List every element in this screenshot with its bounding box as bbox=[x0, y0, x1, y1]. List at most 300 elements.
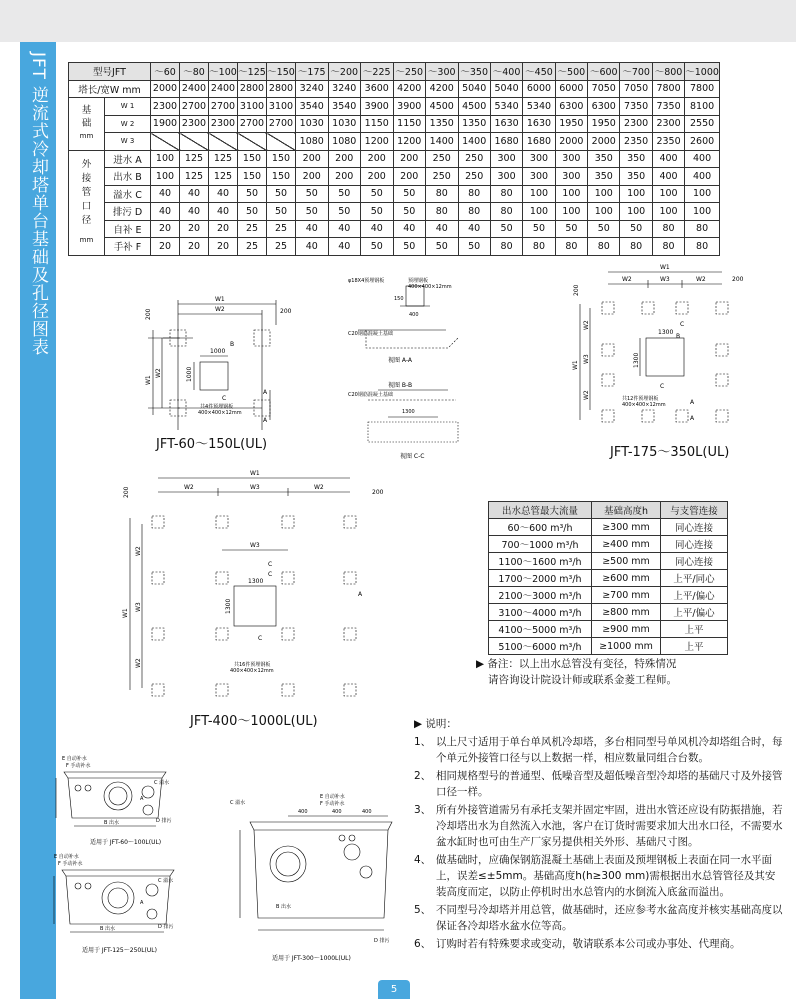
value-cell: 2700 bbox=[238, 115, 267, 133]
foundation-group-label: 基础 bbox=[81, 105, 92, 130]
table-row bbox=[489, 502, 728, 519]
caption-basin3: 适用于 JFT-300～1000L(UL) bbox=[272, 955, 351, 962]
value-cell: 20 bbox=[180, 220, 209, 238]
value-cell: 50 bbox=[426, 238, 459, 256]
value-cell: 350 bbox=[588, 168, 620, 186]
label-c: C 溢水 bbox=[158, 878, 174, 884]
label-d: D 排污 bbox=[158, 924, 174, 930]
value-cell: 1680 bbox=[523, 133, 555, 151]
value-cell: 350 bbox=[620, 150, 652, 168]
section-note: φ18X4预埋钢板 bbox=[348, 278, 385, 284]
value-cell: 40 bbox=[209, 185, 238, 203]
table-row bbox=[489, 587, 728, 604]
value-cell: 1030 bbox=[296, 115, 329, 133]
model-cell: ～150 bbox=[267, 63, 296, 81]
dim-1300: 1300 bbox=[248, 578, 264, 585]
value-cell: 3100 bbox=[238, 98, 267, 116]
page-number: 5 bbox=[378, 980, 410, 999]
label-c3: C bbox=[258, 635, 263, 642]
value-cell: 1350 bbox=[458, 115, 490, 133]
value-cell: 125 bbox=[209, 168, 238, 186]
value-cell: 2350 bbox=[620, 133, 652, 151]
value-cell: 150 bbox=[238, 168, 267, 186]
row-label: W 1 bbox=[105, 98, 151, 116]
value-cell: 25 bbox=[238, 220, 267, 238]
dim-150: 150 bbox=[394, 296, 404, 302]
table-row bbox=[69, 238, 720, 256]
value-cell: 300 bbox=[523, 168, 555, 186]
value-cell: 80 bbox=[490, 203, 522, 221]
value-cell: 200 bbox=[361, 168, 394, 186]
dim-200: 200 bbox=[372, 489, 384, 496]
value-cell: 400 bbox=[652, 150, 684, 168]
label-f: F 手动补水 bbox=[320, 801, 345, 807]
value-cell: 200 bbox=[296, 150, 329, 168]
value-cell: 200 bbox=[393, 150, 426, 168]
value-cell: 100 bbox=[151, 168, 180, 186]
label-c2: C bbox=[268, 571, 273, 578]
dim-w2-v2: W2 bbox=[583, 390, 590, 400]
value-cell: 80 bbox=[426, 185, 459, 203]
table-row bbox=[489, 604, 728, 621]
value-cell: 250 bbox=[458, 168, 490, 186]
header-size: 塔长/宽W mm bbox=[69, 80, 151, 98]
value-cell: 2700 bbox=[267, 115, 296, 133]
value-cell: 8100 bbox=[685, 98, 720, 116]
value-cell: 200 bbox=[296, 168, 329, 186]
model-cell: ～800 bbox=[652, 63, 684, 81]
value-cell: 同心连接 bbox=[661, 536, 728, 553]
value-cell: 40 bbox=[361, 220, 394, 238]
value-cell: 100 bbox=[555, 185, 587, 203]
value-cell: 80 bbox=[490, 238, 522, 256]
label-d: D 排污 bbox=[374, 938, 390, 944]
table-row bbox=[489, 621, 728, 638]
value-cell: 100 bbox=[620, 203, 652, 221]
value-cell: 40 bbox=[458, 220, 490, 238]
value-cell: 3100 bbox=[267, 98, 296, 116]
label-e: E 自动补水 bbox=[54, 854, 79, 860]
table-row bbox=[489, 536, 728, 553]
model-cell: ～60 bbox=[151, 63, 180, 81]
label-c: C bbox=[222, 395, 227, 402]
row-label: 出水 B bbox=[105, 168, 151, 186]
value-cell: 7350 bbox=[652, 98, 684, 116]
dim-400: 400 bbox=[409, 312, 419, 318]
table-row bbox=[69, 133, 720, 151]
value-cell: 50 bbox=[238, 203, 267, 221]
value-cell: 2700 bbox=[209, 98, 238, 116]
foundation-group bbox=[69, 98, 105, 151]
value-cell: 60～600 m³/h bbox=[489, 519, 592, 536]
value-cell: 上平 bbox=[661, 621, 728, 638]
note-text: 做基础时，应确保钢筋混凝土基础上表面及预埋钢板上表面在同一水平面上，误差≤±5mm。基础高度h(h≥300 mm)需根据出水总管管径及其安装高度而定，以防止停机时出水总管内的水倒流入底盆而溢出。 bbox=[436, 854, 776, 898]
size-cell: 3240 bbox=[296, 80, 329, 98]
model-cell: ～125 bbox=[238, 63, 267, 81]
dim-w2: W2 bbox=[622, 276, 632, 283]
view-bb: 视图 B-B bbox=[388, 382, 413, 389]
size-cell: 2800 bbox=[267, 80, 296, 98]
value-cell: 1900 bbox=[151, 115, 180, 133]
plate-size: 400×400×12mm bbox=[622, 402, 666, 408]
value-cell: 1200 bbox=[361, 133, 394, 151]
value-cell: 2300 bbox=[151, 98, 180, 116]
value-cell: 50 bbox=[328, 203, 361, 221]
row-label: 自补 E bbox=[105, 220, 151, 238]
value-cell: 125 bbox=[180, 150, 209, 168]
size-cell: 3240 bbox=[328, 80, 361, 98]
value-cell: 25 bbox=[267, 238, 296, 256]
list-item bbox=[414, 768, 784, 800]
value-cell: 100 bbox=[685, 203, 720, 221]
value-cell: 100 bbox=[652, 185, 684, 203]
value-cell: 80 bbox=[458, 203, 490, 221]
dim-w2: W2 bbox=[215, 306, 225, 313]
list-item bbox=[414, 902, 784, 934]
notes bbox=[414, 716, 784, 954]
list-item bbox=[414, 802, 784, 850]
dim-200: 200 bbox=[280, 308, 292, 315]
dim-200-v: 200 bbox=[145, 308, 152, 320]
value-cell: 7350 bbox=[620, 98, 652, 116]
model-cell: ～400 bbox=[490, 63, 522, 81]
dim-400c: 400 bbox=[362, 809, 372, 815]
value-cell: ≥500 mm bbox=[592, 553, 661, 570]
value-cell: 50 bbox=[393, 203, 426, 221]
dim-w3: W3 bbox=[250, 484, 260, 491]
value-cell: 25 bbox=[267, 220, 296, 238]
value-cell: 1680 bbox=[490, 133, 522, 151]
dim-w3-v: W3 bbox=[583, 354, 590, 364]
label-b: B 出水 bbox=[100, 926, 116, 932]
value-cell: 150 bbox=[267, 150, 296, 168]
size-cell: 5040 bbox=[490, 80, 522, 98]
value-cell: 1400 bbox=[458, 133, 490, 151]
value-cell: 3900 bbox=[361, 98, 394, 116]
value-cell: 2300 bbox=[652, 115, 684, 133]
label-f: F 手动补水 bbox=[58, 861, 83, 867]
label-a: A bbox=[140, 900, 144, 906]
header-model: 型号JFT bbox=[69, 63, 151, 81]
label-a: A bbox=[140, 796, 144, 802]
value-cell: 80 bbox=[652, 220, 684, 238]
dim-w1: W1 bbox=[660, 264, 670, 271]
value-cell: 同心连接 bbox=[661, 519, 728, 536]
row-label: 溢水 C bbox=[105, 185, 151, 203]
value-cell: 3540 bbox=[328, 98, 361, 116]
model-cell: ～500 bbox=[555, 63, 587, 81]
foundation-unit: mm bbox=[79, 132, 94, 141]
value-cell: 20 bbox=[151, 238, 180, 256]
value-cell: 150 bbox=[267, 168, 296, 186]
row-label: 排污 D bbox=[105, 203, 151, 221]
value-cell: 100 bbox=[523, 203, 555, 221]
note-number: 4、 bbox=[414, 854, 432, 866]
model-cell: ～450 bbox=[523, 63, 555, 81]
note-text: 相同规格型号的普通型、低噪音型及超低噪音型冷却塔的基础尺寸及外接管口径一样。 bbox=[436, 770, 783, 798]
value-cell: 80 bbox=[426, 203, 459, 221]
table-row bbox=[69, 63, 720, 81]
value-cell: 5340 bbox=[523, 98, 555, 116]
table-row bbox=[69, 80, 720, 98]
value-cell: 50 bbox=[393, 238, 426, 256]
value-cell: ≥700 mm bbox=[592, 587, 661, 604]
label-a: A bbox=[690, 399, 695, 406]
value-cell: 50 bbox=[361, 185, 394, 203]
dim-w2b: W2 bbox=[314, 484, 324, 491]
value-cell: 80 bbox=[588, 238, 620, 256]
value-cell: 1950 bbox=[588, 115, 620, 133]
model-cell: ～1000 bbox=[685, 63, 720, 81]
size-cell: 7800 bbox=[685, 80, 720, 98]
caption-basin2: 适用于 JFT-125～250L(UL) bbox=[82, 947, 157, 954]
size-cell: 7800 bbox=[652, 80, 684, 98]
value-cell: 20 bbox=[209, 220, 238, 238]
value-cell: 40 bbox=[151, 185, 180, 203]
model-cell: ～700 bbox=[620, 63, 652, 81]
label-c: C 溢水 bbox=[230, 800, 246, 806]
value-cell: 80 bbox=[685, 220, 720, 238]
value-cell: 50 bbox=[328, 185, 361, 203]
note-text: 所有外接管道需另有承托支架并固定牢固，进出水管还应设有防振措施，若冷却塔出水为自然流入水池，客户在订货时需要求加大出水口径，不需要水盆水缸时也可由生产厂家另提供相关外形、基础尺寸图。 bbox=[436, 804, 783, 848]
dim-1300-v: 1300 bbox=[633, 352, 640, 368]
value-cell: 40 bbox=[296, 220, 329, 238]
value-cell: 100 bbox=[685, 185, 720, 203]
table-row bbox=[489, 570, 728, 587]
value-cell: 400 bbox=[652, 168, 684, 186]
value-cell: 250 bbox=[426, 150, 459, 168]
value-cell: 50 bbox=[267, 203, 296, 221]
value-cell: 200 bbox=[393, 168, 426, 186]
value-cell: 300 bbox=[555, 150, 587, 168]
dim-1300-v: 1300 bbox=[225, 598, 232, 614]
value-cell: 100 bbox=[588, 185, 620, 203]
value-cell: 40 bbox=[328, 238, 361, 256]
dim-w3-center: W3 bbox=[250, 542, 260, 549]
view-cc: 视图 C-C bbox=[400, 453, 425, 460]
value-cell: 50 bbox=[296, 185, 329, 203]
value-cell: 1080 bbox=[296, 133, 329, 151]
label-e: E 自动补水 bbox=[62, 756, 87, 762]
model-cell: ～175 bbox=[296, 63, 329, 81]
value-cell: 80 bbox=[652, 238, 684, 256]
value-cell: 2700 bbox=[180, 98, 209, 116]
label-c: C 溢水 bbox=[154, 780, 170, 786]
dim-w2-v: W2 bbox=[135, 546, 142, 556]
label-a: A bbox=[263, 389, 268, 396]
value-cell bbox=[151, 133, 180, 151]
row-label: 进水 A bbox=[105, 150, 151, 168]
value-cell: 40 bbox=[180, 203, 209, 221]
list-item bbox=[414, 734, 784, 766]
pipe-group-label: 外接管口径 bbox=[81, 159, 92, 226]
model-cell: ～100 bbox=[209, 63, 238, 81]
value-cell: 40 bbox=[209, 203, 238, 221]
header-cell: 与支管连接 bbox=[661, 502, 728, 519]
value-cell: 40 bbox=[426, 220, 459, 238]
value-cell: 40 bbox=[328, 220, 361, 238]
value-cell: 2000 bbox=[555, 133, 587, 151]
dim-w2-v: W2 bbox=[583, 320, 590, 330]
notes-list bbox=[414, 734, 784, 952]
top-bar bbox=[0, 0, 796, 42]
size-cell: 7050 bbox=[588, 80, 620, 98]
value-cell: 50 bbox=[361, 203, 394, 221]
value-cell: 5340 bbox=[490, 98, 522, 116]
value-cell: 上平/偏心 bbox=[661, 604, 728, 621]
value-cell: 700～1000 m³/h bbox=[489, 536, 592, 553]
value-cell: 125 bbox=[180, 168, 209, 186]
value-cell: 80 bbox=[685, 238, 720, 256]
value-cell: 40 bbox=[151, 203, 180, 221]
caption-medium: JFT-175～350L(UL) bbox=[610, 445, 730, 460]
dim-w1: W1 bbox=[250, 470, 260, 477]
value-cell: ≥400 mm bbox=[592, 536, 661, 553]
value-cell: 50 bbox=[490, 220, 522, 238]
value-cell: 2000 bbox=[588, 133, 620, 151]
dim-w3-v: W3 bbox=[135, 602, 142, 612]
dim-w2-v2: W2 bbox=[135, 658, 142, 668]
table-row bbox=[489, 553, 728, 570]
value-cell: ≥1000 mm bbox=[592, 638, 661, 655]
value-cell: 50 bbox=[361, 238, 394, 256]
dim-200-v: 200 bbox=[573, 284, 580, 296]
label-a2: A bbox=[263, 417, 268, 424]
value-cell: 1080 bbox=[328, 133, 361, 151]
value-cell: 1950 bbox=[555, 115, 587, 133]
table-row bbox=[489, 519, 728, 536]
row-label: W 2 bbox=[105, 115, 151, 133]
size-cell: 4200 bbox=[426, 80, 459, 98]
value-cell: 2600 bbox=[685, 133, 720, 151]
caption-small: JFT-60～150L(UL) bbox=[156, 437, 268, 452]
note-text: 订购时若有特殊要求或变动，敬请联系本公司或办事处、代理商。 bbox=[436, 938, 741, 950]
value-cell: 50 bbox=[620, 220, 652, 238]
value-cell: 80 bbox=[523, 238, 555, 256]
value-cell: 50 bbox=[238, 185, 267, 203]
value-cell: 150 bbox=[238, 150, 267, 168]
value-cell: 50 bbox=[555, 220, 587, 238]
value-cell bbox=[180, 133, 209, 151]
dim-w2: W2 bbox=[184, 484, 194, 491]
size-cell: 6000 bbox=[523, 80, 555, 98]
dim-200: 200 bbox=[732, 276, 744, 283]
value-cell: 1350 bbox=[426, 115, 459, 133]
note-number: 1、 bbox=[414, 736, 432, 748]
value-cell: 3100～4000 m³/h bbox=[489, 604, 592, 621]
dim-w1-v: W1 bbox=[145, 375, 152, 385]
value-cell: 6300 bbox=[555, 98, 587, 116]
value-cell: 同心连接 bbox=[661, 553, 728, 570]
plate-size: 400×400×12mm bbox=[230, 668, 274, 674]
foundation-drawing-medium bbox=[560, 260, 760, 445]
value-cell: 50 bbox=[296, 203, 329, 221]
dim-1300: 1300 bbox=[658, 329, 674, 336]
value-cell: 50 bbox=[588, 220, 620, 238]
value-cell: 1030 bbox=[328, 115, 361, 133]
label-c: C bbox=[268, 561, 273, 568]
label-a2: A bbox=[690, 415, 695, 422]
value-cell: 2300 bbox=[180, 115, 209, 133]
size-cell: 2800 bbox=[238, 80, 267, 98]
value-cell: 6300 bbox=[588, 98, 620, 116]
value-cell: ≥300 mm bbox=[592, 519, 661, 536]
size-cell: 4200 bbox=[393, 80, 426, 98]
notes-title: ▶ 说明： bbox=[414, 718, 457, 730]
label-b: B bbox=[676, 333, 681, 340]
list-item bbox=[414, 936, 784, 952]
c20-note-a: C20钢筋混凝土基础 bbox=[348, 331, 393, 337]
value-cell: 40 bbox=[393, 220, 426, 238]
value-cell: 4500 bbox=[458, 98, 490, 116]
value-cell: 125 bbox=[209, 150, 238, 168]
label-b: B 出水 bbox=[104, 820, 120, 826]
value-cell: 350 bbox=[588, 150, 620, 168]
value-cell: 2300 bbox=[209, 115, 238, 133]
dim-400: 400 bbox=[298, 809, 308, 815]
size-cell: 5040 bbox=[458, 80, 490, 98]
spec-table bbox=[68, 62, 720, 256]
section-note3: 400×400×12mm bbox=[408, 284, 452, 290]
caption-basin1: 适用于 JFT-60～100L(UL) bbox=[90, 839, 162, 846]
size-cell: 2000 bbox=[151, 80, 180, 98]
dim-w1-v: W1 bbox=[122, 608, 129, 618]
side-title: JFT 逆流式冷却塔单台基础及孔径图表 bbox=[28, 52, 48, 357]
model-cell: ～225 bbox=[361, 63, 394, 81]
value-cell: ≥600 mm bbox=[592, 570, 661, 587]
value-cell: 200 bbox=[361, 150, 394, 168]
note-number: 5、 bbox=[414, 904, 432, 916]
dim-w3: W3 bbox=[660, 276, 670, 283]
value-cell: 20 bbox=[180, 238, 209, 256]
value-cell: 100 bbox=[555, 203, 587, 221]
foundation-drawing-large bbox=[118, 468, 408, 708]
value-cell: 100 bbox=[652, 203, 684, 221]
value-cell: 80 bbox=[620, 238, 652, 256]
model-cell: ～300 bbox=[426, 63, 459, 81]
label-e: E 自动补水 bbox=[320, 794, 345, 800]
value-cell: 40 bbox=[180, 185, 209, 203]
list-item bbox=[414, 852, 784, 900]
value-cell: 50 bbox=[393, 185, 426, 203]
size-cell: 3600 bbox=[361, 80, 394, 98]
value-cell: 4500 bbox=[426, 98, 459, 116]
dim-1000-v: 1000 bbox=[186, 366, 193, 382]
value-cell: 100 bbox=[588, 203, 620, 221]
value-cell: 上平/同心 bbox=[661, 570, 728, 587]
section-views bbox=[338, 272, 478, 467]
label-f: F 手动补水 bbox=[66, 763, 91, 769]
plate-size: 400×400×12mm bbox=[198, 410, 242, 416]
table-row bbox=[69, 203, 720, 221]
value-cell: 20 bbox=[151, 220, 180, 238]
remark bbox=[476, 656, 776, 688]
value-cell: 上平 bbox=[661, 638, 728, 655]
table-row bbox=[69, 115, 720, 133]
value-cell: 5100～6000 m³/h bbox=[489, 638, 592, 655]
value-cell: 1630 bbox=[523, 115, 555, 133]
value-cell: 80 bbox=[555, 238, 587, 256]
value-cell: 2350 bbox=[652, 133, 684, 151]
value-cell: 100 bbox=[523, 185, 555, 203]
value-cell: 1700～2000 m³/h bbox=[489, 570, 592, 587]
value-cell bbox=[238, 133, 267, 151]
plate-note: 共12件预埋钢板 bbox=[622, 396, 659, 402]
label-b: B 出水 bbox=[276, 904, 292, 910]
caption-large: JFT-400～1000L(UL) bbox=[190, 714, 318, 729]
value-cell: 4100～5000 m³/h bbox=[489, 621, 592, 638]
header-cell: 基础高度h bbox=[592, 502, 661, 519]
